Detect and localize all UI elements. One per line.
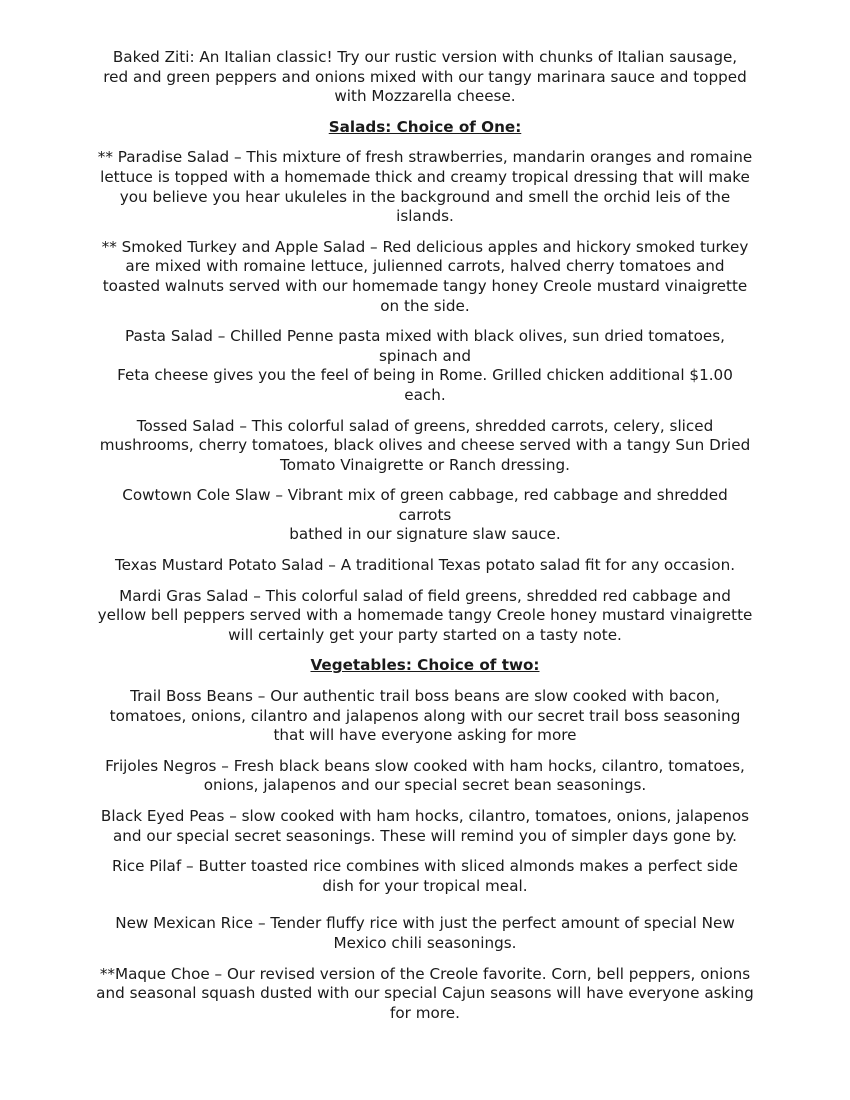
text-line: Frijoles Negros – Fresh black beans slow cooked with ham hocks, cilantro, tomatoes, — [105, 756, 745, 775]
text-line: are mixed with romaine lettuce, julienned carrots, halved cherry tomatoes and — [125, 257, 725, 276]
vegetable-item-trail-boss-beans — [95, 687, 755, 746]
text-line: mushrooms, cherry tomatoes, black olives and cheese served with a tangy Sun Dried — [99, 436, 751, 455]
text-line: ** Smoked Turkey and Apple Salad – Red delicious apples and hickory smoked turkey — [101, 237, 749, 256]
text-line: Rice Pilaf – Butter toasted rice combines with sliced almonds makes a perfect side — [112, 857, 738, 876]
text-line: yellow bell peppers served with a homemade tangy Creole honey mustard vinaigrette — [97, 606, 753, 625]
text-line: dish for your tropical meal. — [322, 876, 528, 895]
text-line: lettuce is topped with a homemade thick and creamy tropical dressing that will make — [100, 167, 750, 186]
text-line: Tomato Vinaigrette or Ranch dressing. — [280, 455, 570, 474]
text-line: that will have everyone asking for more — [273, 726, 577, 745]
salad-item-mardi-gras — [95, 587, 755, 646]
vegetable-item-new-mexican-rice — [95, 914, 755, 953]
menu-page — [95, 48, 755, 1034]
text-line: Feta cheese gives you the feel of being in Rome. Grilled chicken additional $1.00 — [117, 366, 733, 385]
text-line: will certainly get your party started on a tasty note. — [228, 625, 622, 644]
text-line: tomatoes, onions, cilantro and jalapenos along with our secret trail boss seasoning — [109, 706, 741, 725]
text-line: Pasta Salad – Chilled Penne pasta mixed with black olives, sun dried tomatoes, — [125, 327, 725, 346]
text-line: Texas Mustard Potato Salad – A traditional Texas potato salad fit for any occasion. — [114, 556, 736, 575]
text-line: toasted walnuts served with our homemade tangy honey Creole mustard vinaigrette — [102, 276, 748, 295]
vegetable-item-frijoles-negros — [95, 757, 755, 796]
salad-item-tossed — [95, 417, 755, 476]
salad-item-paradise — [95, 148, 755, 226]
text-line: Trail Boss Beans – Our authentic trail boss beans are slow cooked with bacon, — [130, 687, 720, 706]
vegetables-heading: Vegetables: Choice of two: — [310, 656, 540, 675]
text-line: ** Paradise Salad – This mixture of fresh strawberries, mandarin oranges and romaine — [97, 148, 753, 167]
text-line: Baked Ziti: An Italian classic! Try our rustic version with chunks of Italian sausage, — [112, 48, 738, 66]
text-line: Black Eyed Peas – slow cooked with ham hocks, cilantro, tomatoes, onions, jalapenos — [100, 807, 750, 825]
text-line: with Mozzarella cheese. — [334, 87, 516, 106]
text-line: onions, jalapenos and our special secret bean seasonings. — [203, 776, 647, 795]
vegetable-item-black-eyed-peas — [95, 807, 755, 846]
text-line: Cowtown Cole Slaw – Vibrant mix of green cabbage, red cabbage and shredded carrots — [122, 486, 728, 524]
text-line: spinach and — [378, 346, 472, 365]
salad-item-smoked-turkey-apple — [95, 238, 755, 316]
text-line: each. — [404, 385, 446, 404]
text-line: bathed in our signature slaw sauce. — [289, 525, 561, 544]
text-line: Mardi Gras Salad – This colorful salad of field greens, shredded red cabbage and — [119, 586, 731, 605]
baked-ziti-description — [95, 48, 755, 107]
text-line: and seasonal squash dusted with our special Cajun seasons will have everyone asking — [96, 984, 754, 1003]
text-line: and our special secret seasonings. These will remind you of simpler days gone by. — [113, 826, 737, 845]
text-line: Tossed Salad – This colorful salad of greens, shredded carrots, celery, sliced — [136, 416, 714, 435]
text-line: Mexico chili seasonings. — [333, 933, 517, 952]
salad-item-pasta — [95, 327, 755, 405]
text-line: New Mexican Rice – Tender fluffy rice with just the perfect amount of special New — [115, 914, 735, 933]
text-line: red and green peppers and onions mixed with our tangy marinara sauce and topped — [103, 67, 747, 86]
vegetable-item-maque-choe — [95, 965, 755, 1024]
text-line: you believe you hear ukuleles in the background and smell the orchid leis of the — [119, 187, 731, 206]
text-line: on the side. — [380, 296, 470, 315]
text-line: islands. — [396, 207, 454, 226]
salads-heading: Salads: Choice of One: — [328, 117, 522, 136]
vegetable-item-rice-pilaf — [95, 857, 755, 896]
text-line: **Maque Choe – Our revised version of the Creole favorite. Corn, bell peppers, onions — [99, 964, 751, 983]
salad-item-cole-slaw — [95, 486, 755, 545]
text-line: for more. — [390, 1003, 460, 1022]
salad-item-potato — [95, 556, 755, 576]
